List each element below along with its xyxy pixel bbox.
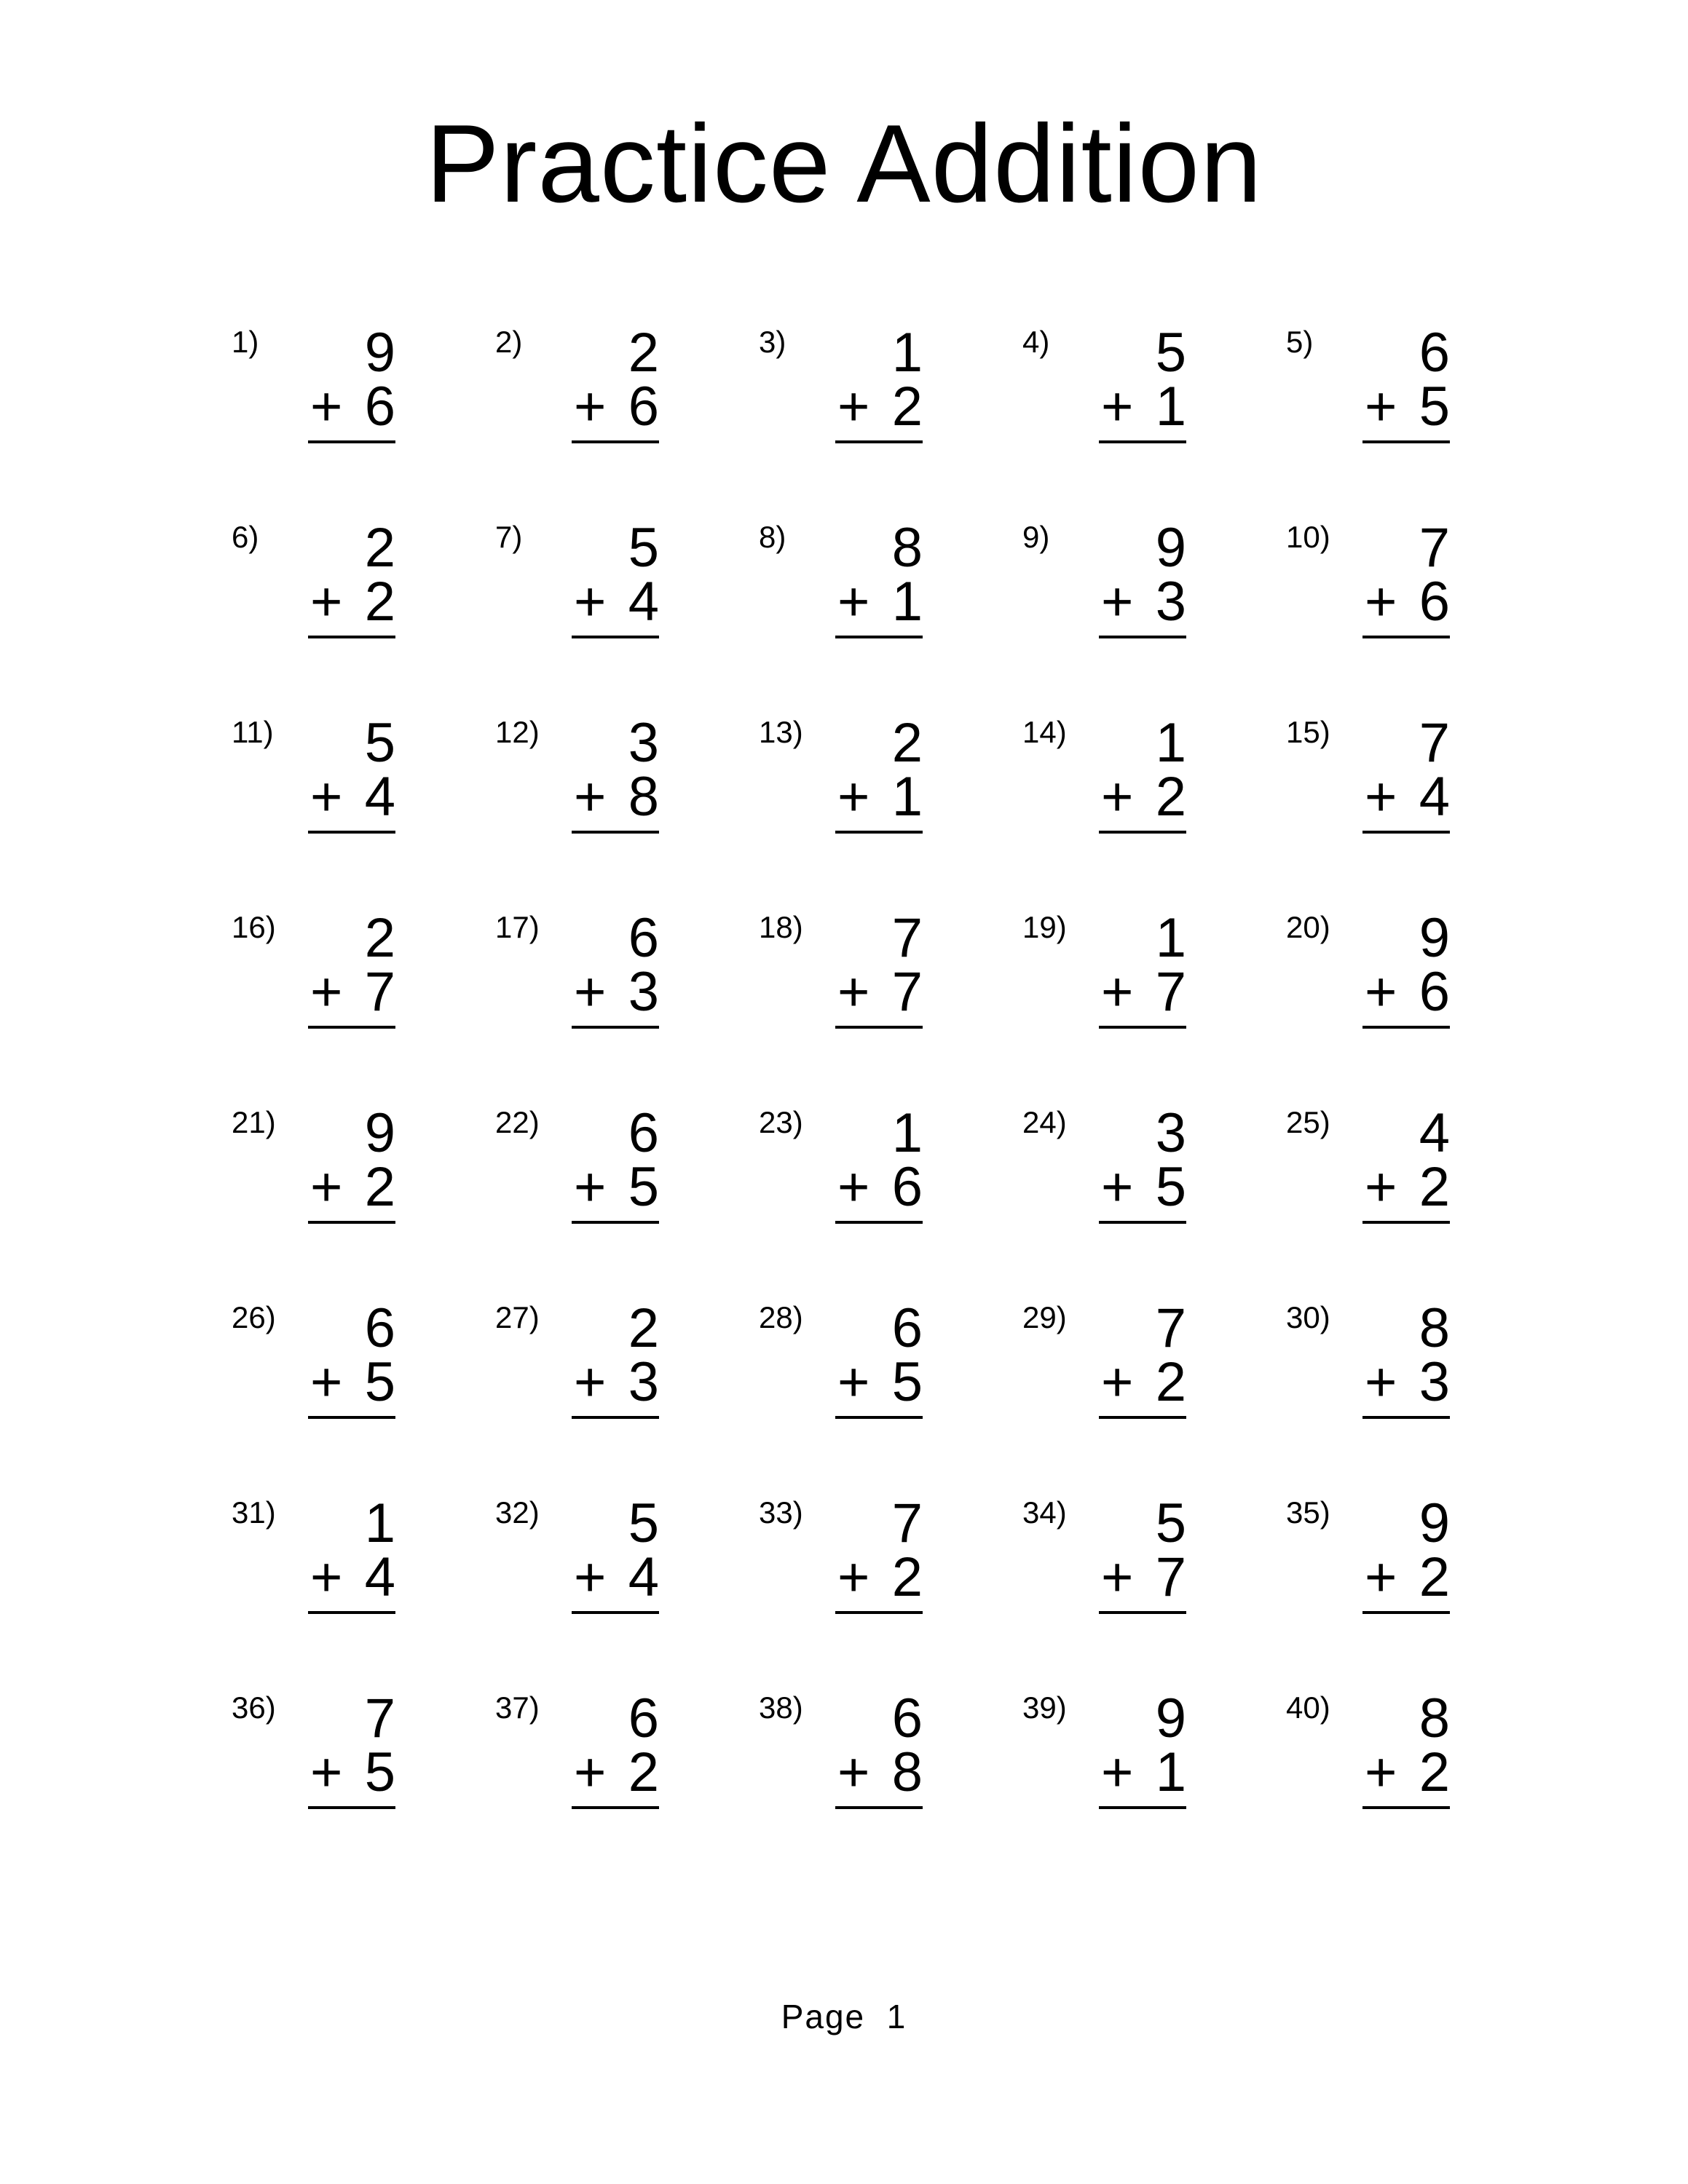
answer-line (835, 440, 923, 443)
bottom-row (1359, 1156, 1450, 1218)
bottom-row (832, 1741, 923, 1803)
top-addend: 5 (628, 1492, 659, 1554)
bottom-addend: 1 (891, 571, 923, 633)
addition-problem (759, 324, 977, 470)
addition-problem (1022, 1492, 1241, 1640)
problem-number: 18) (759, 910, 803, 944)
problem-number: 29) (1022, 1300, 1067, 1334)
answer-line (308, 1416, 395, 1419)
bottom-row (304, 1546, 395, 1608)
problem-number: 35) (1286, 1495, 1330, 1530)
bottom-row (1095, 1156, 1186, 1218)
answer-line (1099, 1806, 1186, 1809)
answer-line (308, 1806, 395, 1809)
bottom-row (1359, 376, 1450, 438)
problem-number: 19) (1022, 910, 1067, 944)
bottom-addend: 3 (628, 1351, 659, 1413)
plus-sign: + (310, 1741, 343, 1803)
addition-problem (495, 909, 714, 1055)
plus-sign: + (1365, 766, 1397, 828)
problem-number: 24) (1022, 1105, 1067, 1139)
answer-line (572, 831, 659, 834)
bottom-addend: 3 (628, 961, 659, 1023)
plus-sign: + (310, 376, 343, 438)
bottom-row (1095, 961, 1186, 1023)
page-title: Practice Addition (425, 102, 1263, 226)
problem-number: 10) (1286, 520, 1330, 554)
plus-sign: + (574, 376, 607, 438)
answer-line (572, 1416, 659, 1419)
bottom-addend: 7 (891, 961, 923, 1023)
bottom-addend: 2 (1419, 1156, 1450, 1218)
bottom-addend: 4 (628, 571, 659, 633)
bottom-addend: 2 (628, 1741, 659, 1803)
bottom-addend: 1 (1155, 376, 1186, 438)
plus-sign: + (1101, 571, 1134, 633)
bottom-row (568, 571, 659, 633)
problem-number: 21) (232, 1105, 276, 1139)
top-addend: 4 (1419, 1102, 1450, 1164)
top-addend: 1 (891, 1102, 923, 1164)
problem-number: 31) (232, 1495, 276, 1530)
bottom-row (1359, 571, 1450, 633)
bottom-addend: 4 (364, 1546, 395, 1608)
answer-line (572, 1806, 659, 1809)
problem-number: 22) (495, 1105, 540, 1139)
bottom-row (304, 1351, 395, 1413)
problem-number: 34) (1022, 1495, 1067, 1530)
answer-line (835, 636, 923, 638)
addition-problem (495, 1299, 714, 1445)
top-addend: 3 (1155, 1102, 1186, 1164)
top-addend: 9 (364, 1102, 395, 1164)
bottom-row (832, 766, 923, 828)
plus-sign: + (574, 1741, 607, 1803)
addition-problem (759, 1299, 977, 1445)
bottom-addend: 7 (1155, 961, 1186, 1023)
page-number: 1 (886, 1998, 907, 2035)
plus-sign: + (1101, 1351, 1134, 1413)
plus-sign: + (1101, 376, 1134, 438)
top-addend: 5 (628, 517, 659, 579)
problem-number: 3) (759, 325, 786, 359)
bottom-addend: 8 (891, 1741, 923, 1803)
bottom-addend: 2 (364, 571, 395, 633)
addition-problem (759, 1690, 977, 1835)
plus-sign: + (310, 766, 343, 828)
bottom-row (832, 571, 923, 633)
top-addend: 2 (364, 907, 395, 969)
addition-problem (759, 1492, 977, 1640)
top-addend: 9 (1419, 1492, 1450, 1554)
bottom-addend: 6 (1419, 961, 1450, 1023)
bottom-row (1095, 1741, 1186, 1803)
plus-sign: + (574, 961, 607, 1023)
page-footer (0, 1996, 1688, 2037)
bottom-row (1095, 1351, 1186, 1413)
plus-sign: + (310, 1546, 343, 1608)
page-label: Page (781, 1998, 866, 2035)
bottom-addend: 2 (364, 1156, 395, 1218)
top-addend: 7 (1419, 712, 1450, 774)
addition-problem (1286, 1492, 1504, 1640)
bottom-addend: 2 (1419, 1741, 1450, 1803)
answer-line (1362, 1221, 1450, 1224)
bottom-addend: 6 (891, 1156, 923, 1218)
plus-sign: + (837, 1351, 870, 1413)
bottom-addend: 4 (1419, 766, 1450, 828)
top-addend: 1 (891, 322, 923, 384)
bottom-addend: 2 (1155, 1351, 1186, 1413)
problem-number: 23) (759, 1105, 803, 1139)
top-addend: 1 (364, 1492, 395, 1554)
bottom-row (1359, 961, 1450, 1023)
top-addend: 3 (628, 712, 659, 774)
addition-problem (495, 519, 714, 665)
addition-problem (1286, 1690, 1504, 1835)
bottom-addend: 5 (1155, 1156, 1186, 1218)
bottom-row (304, 376, 395, 438)
problem-number: 33) (759, 1495, 803, 1530)
top-addend: 1 (1155, 712, 1186, 774)
addition-problem (1022, 1104, 1241, 1250)
problem-number: 9) (1022, 520, 1050, 554)
answer-line (308, 1026, 395, 1029)
problem-number: 38) (759, 1690, 803, 1725)
answer-line (1099, 1221, 1186, 1224)
answer-line (835, 1221, 923, 1224)
bottom-row (304, 961, 395, 1023)
answer-line (1099, 831, 1186, 834)
answer-line (308, 831, 395, 834)
top-addend: 7 (1419, 517, 1450, 579)
answer-line (835, 1611, 923, 1614)
problem-number: 7) (495, 520, 523, 554)
addition-problem (759, 909, 977, 1055)
bottom-row (568, 1546, 659, 1608)
addition-problem (759, 1104, 977, 1250)
bottom-row (568, 376, 659, 438)
plus-sign: + (1101, 1156, 1134, 1218)
addition-problem (1286, 1299, 1504, 1445)
top-addend: 8 (891, 517, 923, 579)
bottom-row (304, 1156, 395, 1218)
problem-number: 32) (495, 1495, 540, 1530)
addition-problem (1022, 324, 1241, 470)
problem-number: 13) (759, 715, 803, 749)
addition-problem (232, 1690, 450, 1835)
bottom-addend: 2 (1419, 1546, 1450, 1608)
plus-sign: + (1101, 766, 1134, 828)
addition-problem (1286, 714, 1504, 860)
plus-sign: + (1365, 961, 1397, 1023)
top-addend: 7 (1155, 1297, 1186, 1359)
plus-sign: + (574, 1546, 607, 1608)
addition-problem (495, 1104, 714, 1250)
top-addend: 9 (1155, 1688, 1186, 1749)
bottom-addend: 5 (364, 1741, 395, 1803)
top-addend: 6 (628, 1102, 659, 1164)
answer-line (572, 440, 659, 443)
bottom-addend: 7 (1155, 1546, 1186, 1608)
plus-sign: + (574, 571, 607, 633)
plus-sign: + (310, 961, 343, 1023)
answer-line (1362, 1416, 1450, 1419)
plus-sign: + (837, 571, 870, 633)
problem-number: 30) (1286, 1300, 1330, 1334)
top-addend: 7 (891, 1492, 923, 1554)
bottom-row (1359, 1741, 1450, 1803)
bottom-addend: 5 (628, 1156, 659, 1218)
answer-line (572, 1026, 659, 1029)
bottom-addend: 6 (1419, 571, 1450, 633)
bottom-row (568, 1156, 659, 1218)
bottom-row (568, 1351, 659, 1413)
addition-problem (1022, 909, 1241, 1055)
answer-line (1362, 831, 1450, 834)
bottom-addend: 2 (891, 1546, 923, 1608)
bottom-addend: 5 (891, 1351, 923, 1413)
plus-sign: + (1365, 571, 1397, 633)
addition-problem (232, 1299, 450, 1445)
addition-problem (1286, 519, 1504, 665)
bottom-row (1095, 766, 1186, 828)
answer-line (1099, 1611, 1186, 1614)
problem-number: 12) (495, 715, 540, 749)
bottom-row (1095, 1546, 1186, 1608)
addition-problem (759, 714, 977, 860)
bottom-row (1359, 766, 1450, 828)
plus-sign: + (837, 376, 870, 438)
bottom-addend: 6 (628, 376, 659, 438)
bottom-row (304, 766, 395, 828)
problem-number: 28) (759, 1300, 803, 1334)
addition-problem (232, 1492, 450, 1640)
plus-sign: + (1365, 1156, 1397, 1218)
addition-problem (232, 519, 450, 665)
bottom-row (1359, 1546, 1450, 1608)
bottom-row (832, 1546, 923, 1608)
bottom-addend: 8 (628, 766, 659, 828)
bottom-addend: 4 (628, 1546, 659, 1608)
bottom-addend: 5 (1419, 376, 1450, 438)
plus-sign: + (310, 1156, 343, 1218)
answer-line (1099, 1026, 1186, 1029)
problem-number: 26) (232, 1300, 276, 1334)
answer-line (308, 636, 395, 638)
plus-sign: + (1101, 961, 1134, 1023)
problem-number: 40) (1286, 1690, 1330, 1725)
problem-number: 6) (232, 520, 259, 554)
problem-number: 8) (759, 520, 786, 554)
answer-line (1362, 1611, 1450, 1614)
problem-number: 20) (1286, 910, 1330, 944)
problem-number: 25) (1286, 1105, 1330, 1139)
answer-line (1362, 1026, 1450, 1029)
problem-number: 4) (1022, 325, 1050, 359)
addition-problem (1022, 1299, 1241, 1445)
problem-number: 16) (232, 910, 276, 944)
problem-number: 36) (232, 1690, 276, 1725)
bottom-row (832, 1156, 923, 1218)
top-addend: 2 (364, 517, 395, 579)
plus-sign: + (1365, 376, 1397, 438)
bottom-row (568, 1741, 659, 1803)
problem-number: 17) (495, 910, 540, 944)
top-addend: 7 (364, 1688, 395, 1749)
bottom-addend: 1 (1155, 1741, 1186, 1803)
addition-problem (495, 1492, 714, 1640)
bottom-row (1095, 571, 1186, 633)
top-addend: 1 (1155, 907, 1186, 969)
answer-line (1362, 636, 1450, 638)
addition-problem (1022, 714, 1241, 860)
bottom-row (832, 961, 923, 1023)
bottom-row (304, 1741, 395, 1803)
top-addend: 2 (628, 1297, 659, 1359)
plus-sign: + (837, 1156, 870, 1218)
problem-number: 2) (495, 325, 523, 359)
problem-number: 14) (1022, 715, 1067, 749)
plus-sign: + (1365, 1546, 1397, 1608)
addition-problem (232, 714, 450, 860)
plus-sign: + (837, 961, 870, 1023)
top-addend: 6 (364, 1297, 395, 1359)
bottom-addend: 2 (891, 376, 923, 438)
plus-sign: + (1365, 1741, 1397, 1803)
plus-sign: + (837, 766, 870, 828)
problem-number: 5) (1286, 325, 1314, 359)
problem-number: 15) (1286, 715, 1330, 749)
answer-line (835, 1026, 923, 1029)
problem-number: 27) (495, 1300, 540, 1334)
problem-number: 1) (232, 325, 259, 359)
top-addend: 2 (891, 712, 923, 774)
top-addend: 9 (364, 322, 395, 384)
top-addend: 6 (891, 1688, 923, 1749)
plus-sign: + (1101, 1741, 1134, 1803)
answer-line (308, 1221, 395, 1224)
answer-line (835, 1416, 923, 1419)
bottom-row (832, 1351, 923, 1413)
bottom-addend: 2 (1155, 766, 1186, 828)
top-addend: 7 (891, 907, 923, 969)
answer-line (308, 1611, 395, 1614)
bottom-addend: 7 (364, 961, 395, 1023)
top-addend: 5 (1155, 322, 1186, 384)
addition-problem (1022, 519, 1241, 665)
addition-problem (495, 714, 714, 860)
top-addend: 6 (891, 1297, 923, 1359)
plus-sign: + (310, 571, 343, 633)
top-addend: 6 (628, 907, 659, 969)
addition-problem (1286, 909, 1504, 1055)
top-addend: 8 (1419, 1297, 1450, 1359)
addition-problem (1286, 1104, 1504, 1250)
top-addend: 6 (1419, 322, 1450, 384)
answer-line (1099, 1416, 1186, 1419)
addition-problem (232, 324, 450, 470)
plus-sign: + (574, 1156, 607, 1218)
answer-line (1099, 636, 1186, 638)
bottom-addend: 4 (364, 766, 395, 828)
top-addend: 9 (1419, 907, 1450, 969)
answer-line (572, 1221, 659, 1224)
top-addend: 5 (364, 712, 395, 774)
addition-problem (495, 324, 714, 470)
top-addend: 2 (628, 322, 659, 384)
problem-number: 11) (232, 715, 274, 749)
bottom-row (568, 961, 659, 1023)
addition-problem (1286, 324, 1504, 470)
bottom-row (304, 571, 395, 633)
top-addend: 9 (1155, 517, 1186, 579)
addition-problem (759, 519, 977, 665)
bottom-addend: 5 (364, 1351, 395, 1413)
top-addend: 6 (628, 1688, 659, 1749)
answer-line (572, 636, 659, 638)
answer-line (572, 1611, 659, 1614)
plus-sign: + (1365, 1351, 1397, 1413)
bottom-addend: 3 (1155, 571, 1186, 633)
addition-problem (232, 909, 450, 1055)
addition-problem (232, 1104, 450, 1250)
addition-problem (495, 1690, 714, 1835)
plus-sign: + (837, 1741, 870, 1803)
plus-sign: + (837, 1546, 870, 1608)
bottom-addend: 1 (891, 766, 923, 828)
bottom-row (1095, 376, 1186, 438)
plus-sign: + (1101, 1546, 1134, 1608)
plus-sign: + (574, 766, 607, 828)
answer-line (1099, 440, 1186, 443)
top-addend: 5 (1155, 1492, 1186, 1554)
answer-line (835, 1806, 923, 1809)
top-addend: 8 (1419, 1688, 1450, 1749)
plus-sign: + (574, 1351, 607, 1413)
answer-line (1362, 440, 1450, 443)
plus-sign: + (310, 1351, 343, 1413)
problem-number: 37) (495, 1690, 540, 1725)
problem-number: 39) (1022, 1690, 1067, 1725)
addition-problem (1022, 1690, 1241, 1835)
bottom-row (832, 376, 923, 438)
answer-line (835, 831, 923, 834)
bottom-row (1359, 1351, 1450, 1413)
bottom-addend: 6 (364, 376, 395, 438)
answer-line (308, 440, 395, 443)
bottom-addend: 3 (1419, 1351, 1450, 1413)
answer-line (1362, 1806, 1450, 1809)
bottom-row (568, 766, 659, 828)
